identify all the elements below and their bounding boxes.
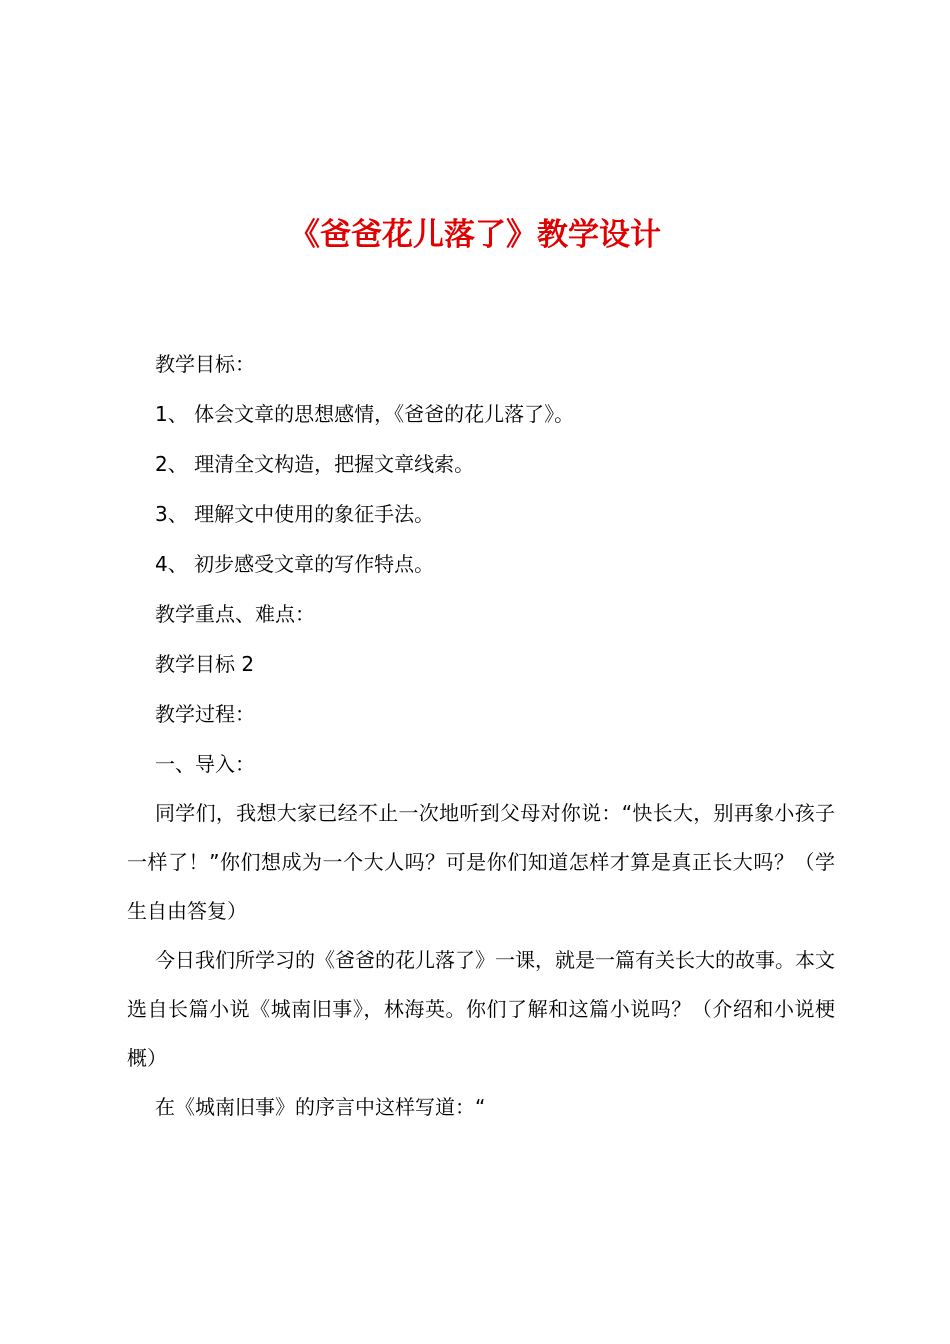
paragraph-3: 在《城南旧事》的序言中这样写道：“ <box>155 1095 486 1119</box>
objective-item-3: 3、 理解文中使用的象征手法。 <box>155 502 435 526</box>
section-heading-intro: 一、导入： <box>155 752 255 776</box>
objective-item-1: 1、 体会文章的思想感情，《爸爸的花儿落了》。 <box>155 402 575 426</box>
paragraph-1: 同学们，我想大家已经不止一次地听到父母对你说：“快长大，别再象小孩子一样了！”你们想成为一个大人吗？可是你们知道怎样才算是真正长大吗？（学生自由答复） <box>127 801 835 923</box>
objective-item-4: 4、 初步感受文章的写作特点。 <box>155 552 435 576</box>
section-heading-objectives: 教学目标： <box>155 352 255 376</box>
section-heading-process: 教学过程： <box>155 702 255 726</box>
paragraph-2: 今日我们所学习的《爸爸的花儿落了》一课，就是一篇有关长大的故事。本文选自长篇小说《城南旧事》，林海英。你们了解和这篇小说吗？（介绍和小说梗概） <box>127 948 835 1070</box>
section-heading-key-points: 教学重点、难点： <box>155 602 315 626</box>
document-title: 《爸爸花儿落了》教学设计 <box>289 217 661 253</box>
key-points-text: 教学目标 2 <box>155 652 255 676</box>
document-body <box>127 339 835 1132</box>
objective-item-2: 2、 理清全文构造，把握文章线索。 <box>155 452 475 476</box>
